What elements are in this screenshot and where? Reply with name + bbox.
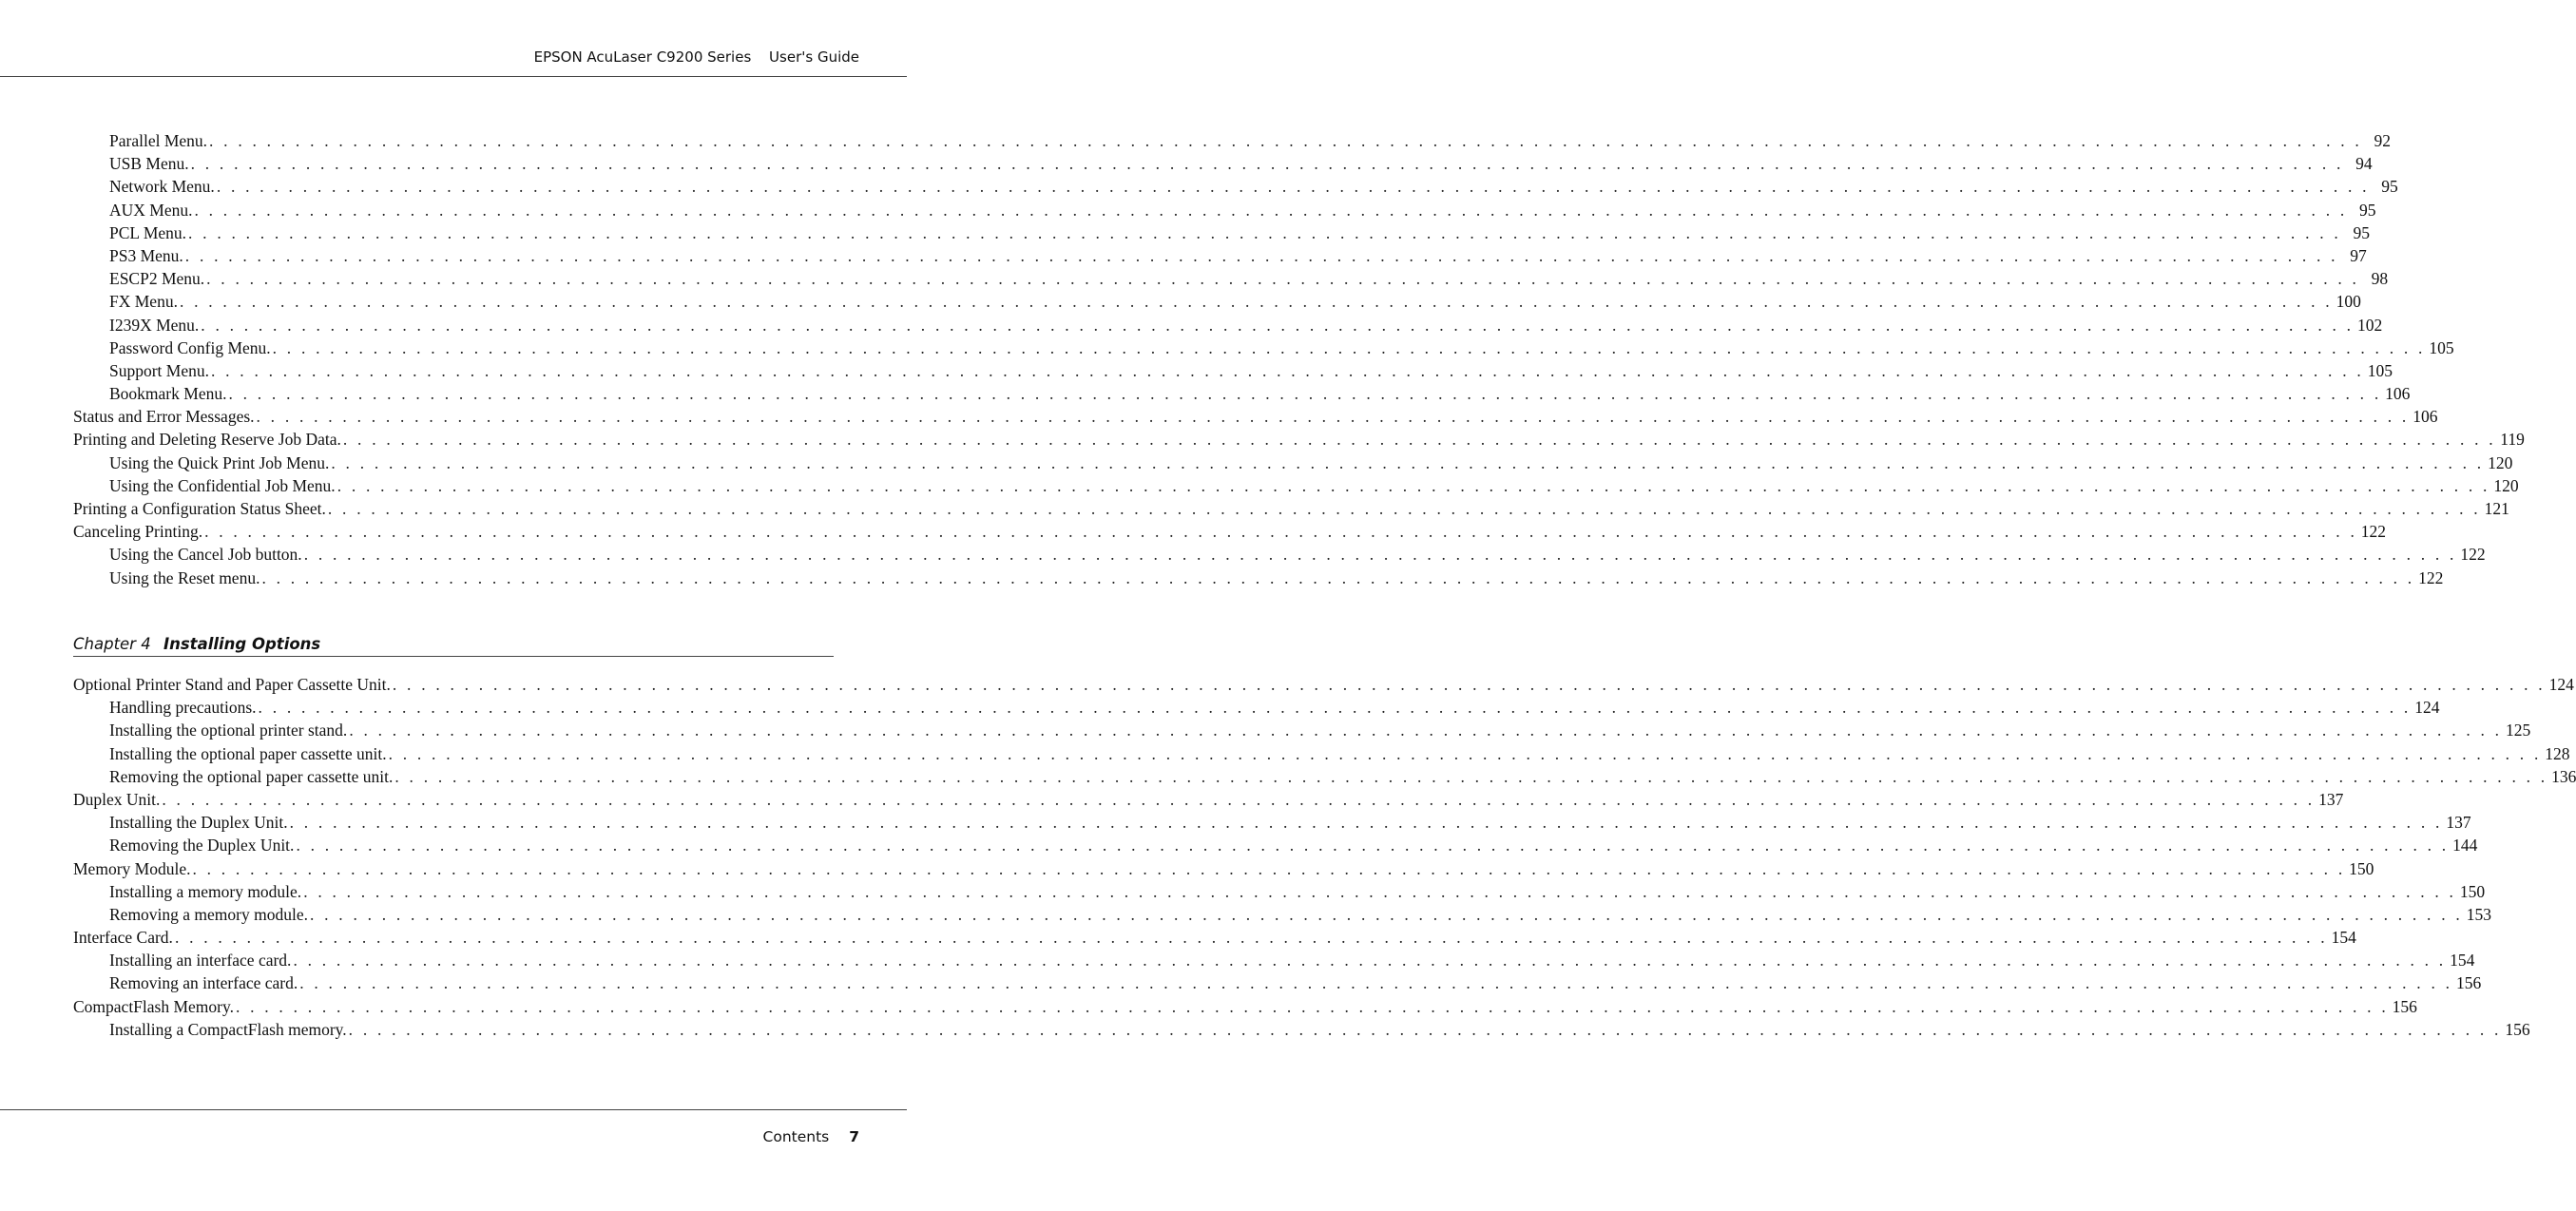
- dot-leader: . . . . . . . . . . . . . . . . . . . . . . . . . . . . . . . . . . . . . . . . . . . . . . . . . . . . . . . . . . . . . . . . . . . . . . . . . . . . . . . . . . . . . . . . . . . . . . . . . . . . . . . . . . . . . . . . . . . . . . . . . . . . . . . . . . . . . . . . . . . . . . . . . . . . . .: [228, 384, 2382, 404]
- toc-entry-title: Installing an interface card.: [109, 951, 292, 971]
- toc-entry-title: Using the Reset menu.: [109, 567, 260, 587]
- dot-leader: . . . . . . . . . . . . . . . . . . . . . . . . . . . . . . . . . . . . . . . . . . . . . . . . . . . . . . . . . . . . . . . . . . . . . . . . . . . . . . . . . . . . . . . . . . . . . . . . . . . . . . . . . . . . . . . . . . . . . . . . . . . . . . . . . . . . . . . . . . . . . . . . . . . . . .: [194, 200, 2348, 220]
- toc-entry-title: Interface Card.: [73, 928, 173, 948]
- toc-entry-title: Network Menu.: [109, 177, 215, 197]
- toc-entry-title: Duplex Unit.: [73, 789, 161, 809]
- toc-entry-title: Handling precautions.: [109, 698, 257, 718]
- toc-entry[interactable]: [73, 949, 2475, 971]
- header-product-name: EPSON AcuLaser C9200 Series: [533, 48, 752, 66]
- toc-entry-page: 156: [2505, 1019, 2530, 1039]
- dot-leader: . . . . . . . . . . . . . . . . . . . . . . . . . . . . . . . . . . . . . . . . . . . . . . . . . . . . . . . . . . . . . . . . . . . . . . . . . . . . . . . . . . . . . . . . . . . . . . . . . . . . . . . . . . . . . . . . . . . . . . . . . . . . . . . . . . . . . . . . . . . . . . . . . . . . . .: [179, 292, 2333, 312]
- toc-entry-title: Removing the Duplex Unit.: [109, 836, 295, 855]
- dot-leader: . . . . . . . . . . . . . . . . . . . . . . . . . . . . . . . . . . . . . . . . . . . . . . . . . . . . . . . . . . . . . . . . . . . . . . . . . . . . . . . . . . . . . . . . . . . . . . . . . . . . . . . . . . . . . . . . . . . . . . . . . . . . . . . . . . . . . . . . . . . . . . . . . . . . . .: [336, 475, 2490, 495]
- toc-entry-title: Canceling Printing.: [73, 522, 203, 542]
- toc-entry-title: Optional Printer Stand and Paper Cassette Unit.: [73, 675, 391, 694]
- toc-entry[interactable]: [73, 290, 2361, 313]
- toc-entry[interactable]: [73, 520, 2387, 543]
- dot-leader: . . . . . . . . . . . . . . . . . . . . . . . . . . . . . . . . . . . . . . . . . . . . . . . . . . . . . . . . . . . . . . . . . . . . . . . . . . . . . . . . . . . . . . . . . . . . . . . . . . . . . . . . . . . . . . . . . . . . . . . . . . . . . . . . . . . . . . . . . . . . . . . . . . . . . .: [211, 360, 2364, 380]
- toc-entry[interactable]: [73, 244, 2367, 267]
- dot-leader: . . . . . . . . . . . . . . . . . . . . . . . . . . . . . . . . . . . . . . . . . . . . . . . . . . . . . . . . . . . . . . . . . . . . . . . . . . . . . . . . . . . . . . . . . . . . . . . . . . . . . . . . . . . . . . . . . . . . . . . . . . . . . . . . . . . . . . . . . . . . . . . . . . . . . .: [394, 766, 2548, 786]
- toc-entry[interactable]: [73, 903, 2491, 926]
- dot-leader: . . . . . . . . . . . . . . . . . . . . . . . . . . . . . . . . . . . . . . . . . . . . . . . . . . . . . . . . . . . . . . . . . . . . . . . . . . . . . . . . . . . . . . . . . . . . . . . . . . . . . . . . . . . . . . . . . . . . . . . . . . . . . . . . . . . . . . . . . . . . . . . . . . . . . .: [388, 743, 2542, 763]
- toc-entry[interactable]: [73, 567, 2444, 589]
- toc-entry-page: 120: [2488, 452, 2513, 472]
- toc-entry-title: Printing and Deleting Reserve Job Data.: [73, 430, 341, 450]
- toc-entry[interactable]: [73, 834, 2478, 856]
- toc-entry-title: Memory Module.: [73, 858, 191, 878]
- toc-entry-page: 150: [2459, 881, 2486, 901]
- toc-entry-page: 122: [2418, 567, 2444, 587]
- toc-entry-page: 154: [2450, 951, 2475, 971]
- dot-leader: . . . . . . . . . . . . . . . . . . . . . . . . . . . . . . . . . . . . . . . . . . . . . . . . . . . . . . . . . . . . . . . . . . . . . . . . . . . . . . . . . . . . . . . . . . . . . . . . . . . . . . . . . . . . . . . . . . . . . . . . . . . . . . . . . . . . . . . . . . . . . . . . . . . . . .: [272, 337, 2426, 357]
- toc-entry-page: 122: [2460, 545, 2486, 565]
- toc-entry-page: 92: [2374, 131, 2391, 150]
- toc-entry-title: Password Config Menu.: [109, 337, 271, 357]
- toc-entry-page: 121: [2484, 499, 2509, 518]
- dot-leader: . . . . . . . . . . . . . . . . . . . . . . . . . . . . . . . . . . . . . . . . . . . . . . . . . . . . . . . . . . . . . . . . . . . . . . . . . . . . . . . . . . . . . . . . . . . . . . . . . . . . . . . . . . . . . . . . . . . . . . . . . . . . . . . . . . . . . . . . . . . . . . . . . . . . . .: [184, 245, 2338, 265]
- toc-entry[interactable]: [73, 543, 2486, 566]
- toc-entry-page: 125: [2506, 721, 2531, 740]
- toc-entry-title: Removing the optional paper cassette unit.: [109, 766, 394, 786]
- toc-entry[interactable]: [73, 880, 2486, 903]
- toc-entry-title: Installing the optional paper cassette unit.: [109, 743, 387, 763]
- dot-leader: . . . . . . . . . . . . . . . . . . . . . . . . . . . . . . . . . . . . . . . . . . . . . . . . . . . . . . . . . . . . . . . . . . . . . . . . . . . . . . . . . . . . . . . . . . . . . . . . . . . . . . . . . . . . . . . . . . . . . . . . . . . . . . . . . . . . . . . . . . . . . . . . . . . . . .: [174, 928, 2328, 948]
- toc-entry[interactable]: [73, 742, 2570, 765]
- toc-entry-title: Status and Error Messages.: [73, 407, 255, 427]
- toc-entry-title: ESCP2 Menu.: [109, 269, 205, 289]
- toc-entry[interactable]: [73, 696, 2440, 719]
- toc-entry-page: 97: [2350, 245, 2367, 265]
- chapter-title: Installing Options: [163, 635, 321, 653]
- toc-entry-page: 153: [2466, 904, 2491, 924]
- dot-leader: . . . . . . . . . . . . . . . . . . . . . . . . . . . . . . . . . . . . . . . . . . . . . . . . . . . . . . . . . . . . . . . . . . . . . . . . . . . . . . . . . . . . . . . . . . . . . . . . . . . . . . . . . . . . . . . . . . . . . . . . . . . . . . . . . . . . . . . . . . . . . . . . . . . . . .: [192, 858, 2346, 878]
- toc-entry-title: Installing a CompactFlash memory.: [109, 1019, 347, 1039]
- toc-entry-title: I239X Menu.: [109, 315, 200, 335]
- toc-entry-title: PCL Menu.: [109, 222, 187, 242]
- toc-entry-page: 95: [2353, 222, 2370, 242]
- toc-entry-title: Printing a Configuration Status Sheet.: [73, 499, 326, 518]
- chapter-heading: [73, 635, 834, 657]
- toc-entry[interactable]: [73, 497, 2509, 520]
- dot-leader: . . . . . . . . . . . . . . . . . . . . . . . . . . . . . . . . . . . . . . . . . . . . . . . . . . . . . . . . . . . . . . . . . . . . . . . . . . . . . . . . . . . . . . . . . . . . . . . . . . . . . . . . . . . . . . . . . . . . . . . . . . . . . . . . . . . . . . . . . . . . . . . . . . . . . .: [235, 996, 2389, 1016]
- dot-leader: . . . . . . . . . . . . . . . . . . . . . . . . . . . . . . . . . . . . . . . . . . . . . . . . . . . . . . . . . . . . . . . . . . . . . . . . . . . . . . . . . . . . . . . . . . . . . . . . . . . . . . . . . . . . . . . . . . . . . . . . . . . . . . . . . . . . . . . . . . . . . . . . . . . . . .: [289, 813, 2443, 833]
- toc-entry-page: 128: [2545, 743, 2570, 763]
- toc-entry-title: PS3 Menu.: [109, 245, 183, 265]
- toc-entry[interactable]: [73, 765, 2576, 788]
- toc-entry-page: 124: [2548, 675, 2574, 694]
- dot-leader: . . . . . . . . . . . . . . . . . . . . . . . . . . . . . . . . . . . . . . . . . . . . . . . . . . . . . . . . . . . . . . . . . . . . . . . . . . . . . . . . . . . . . . . . . . . . . . . . . . . . . . . . . . . . . . . . . . . . . . . . . . . . . . . . . . . . . . . . . . . . . . . . . . . . . .: [190, 154, 2344, 174]
- dot-leader: . . . . . . . . . . . . . . . . . . . . . . . . . . . . . . . . . . . . . . . . . . . . . . . . . . . . . . . . . . . . . . . . . . . . . . . . . . . . . . . . . . . . . . . . . . . . . . . . . . . . . . . . . . . . . . . . . . . . . . . . . . . . . . . . . . . . . . . . . . . . . . . . . . . . . .: [342, 430, 2496, 450]
- toc-entry[interactable]: [73, 995, 2417, 1018]
- dot-leader: . . . . . . . . . . . . . . . . . . . . . . . . . . . . . . . . . . . . . . . . . . . . . . . . . . . . . . . . . . . . . . . . . . . . . . . . . . . . . . . . . . . . . . . . . . . . . . . . . . . . . . . . . . . . . . . . . . . . . . . . . . . . . . . . . . . . . . . . . . . . . . . . . . . . . .: [299, 973, 2453, 993]
- toc-entry-page: 100: [2336, 292, 2361, 312]
- toc-entry-page: 106: [2413, 407, 2438, 427]
- dot-leader: . . . . . . . . . . . . . . . . . . . . . . . . . . . . . . . . . . . . . . . . . . . . . . . . . . . . . . . . . . . . . . . . . . . . . . . . . . . . . . . . . . . . . . . . . . . . . . . . . . . . . . . . . . . . . . . . . . . . . . . . . . . . . . . . . . . . . . . . . . . . . . . . . . . . . .: [209, 131, 2362, 150]
- toc-entry[interactable]: [73, 152, 2373, 175]
- toc-entry-page: 106: [2385, 384, 2411, 404]
- toc-entry-page: 95: [2358, 200, 2376, 220]
- toc-entry[interactable]: [73, 175, 2398, 198]
- toc-entry[interactable]: [73, 314, 2383, 336]
- dot-leader: . . . . . . . . . . . . . . . . . . . . . . . . . . . . . . . . . . . . . . . . . . . . . . . . . . . . . . . . . . . . . . . . . . . . . . . . . . . . . . . . . . . . . . . . . . . . . . . . . . . . . . . . . . . . . . . . . . . . . . . . . . . . . . . . . . . . . . . . . . . . . . . . . . . . . .: [296, 836, 2450, 855]
- toc-entry-page: 120: [2493, 475, 2519, 495]
- toc-entry-page: 136: [2551, 766, 2576, 786]
- toc-entry[interactable]: [73, 811, 2471, 834]
- toc-entry[interactable]: [73, 199, 2376, 221]
- toc-entry[interactable]: [73, 405, 2438, 428]
- toc-entry-page: 137: [2318, 789, 2344, 809]
- footer-section-label: Contents: [762, 1128, 830, 1145]
- toc-entry-title: Installing a memory module.: [109, 881, 302, 901]
- toc-entry[interactable]: [73, 857, 2374, 880]
- running-header: [534, 48, 859, 66]
- toc-entry-title: AUX Menu.: [109, 200, 193, 220]
- dot-leader: . . . . . . . . . . . . . . . . . . . . . . . . . . . . . . . . . . . . . . . . . . . . . . . . . . . . . . . . . . . . . . . . . . . . . . . . . . . . . . . . . . . . . . . . . . . . . . . . . . . . . . . . . . . . . . . . . . . . . . . . . . . . . . . . . . . . . . . . . . . . . . . . . . . . . .: [206, 269, 2360, 289]
- toc-entry-title: FX Menu.: [109, 292, 178, 312]
- dot-leader: . . . . . . . . . . . . . . . . . . . . . . . . . . . . . . . . . . . . . . . . . . . . . . . . . . . . . . . . . . . . . . . . . . . . . . . . . . . . . . . . . . . . . . . . . . . . . . . . . . . . . . . . . . . . . . . . . . . . . . . . . . . . . . . . . . . . . . . . . . . . . . . . . . . . . .: [331, 452, 2485, 472]
- toc-entry[interactable]: [73, 926, 2356, 949]
- toc-entry-title: Installing the Duplex Unit.: [109, 813, 288, 833]
- dot-leader: . . . . . . . . . . . . . . . . . . . . . . . . . . . . . . . . . . . . . . . . . . . . . . . . . . . . . . . . . . . . . . . . . . . . . . . . . . . . . . . . . . . . . . . . . . . . . . . . . . . . . . . . . . . . . . . . . . . . . . . . . . . . . . . . . . . . . . . . . . . . . . . . . . . . . .: [162, 789, 2316, 809]
- toc-entry-title: USB Menu.: [109, 154, 189, 174]
- toc-entry[interactable]: [73, 673, 2574, 696]
- toc-entry-page: 124: [2414, 698, 2440, 718]
- running-footer: [763, 1128, 859, 1145]
- dot-leader: . . . . . . . . . . . . . . . . . . . . . . . . . . . . . . . . . . . . . . . . . . . . . . . . . . . . . . . . . . . . . . . . . . . . . . . . . . . . . . . . . . . . . . . . . . . . . . . . . . . . . . . . . . . . . . . . . . . . . . . . . . . . . . . . . . . . . . . . . . . . . . . . . . . . . .: [261, 567, 2415, 587]
- toc-entry-title: Using the Quick Print Job Menu.: [109, 452, 330, 472]
- footer-rule: [0, 1109, 907, 1110]
- toc-entry-page: 154: [2331, 928, 2356, 948]
- toc-entry[interactable]: [73, 788, 2344, 811]
- toc-entry-page: 105: [2429, 337, 2454, 357]
- toc-entry-page: 144: [2452, 836, 2478, 855]
- toc-entry[interactable]: [73, 359, 2393, 382]
- toc-entry-title: CompactFlash Memory.: [73, 996, 234, 1016]
- footer-page-number: 7: [849, 1128, 859, 1145]
- dot-leader: . . . . . . . . . . . . . . . . . . . . . . . . . . . . . . . . . . . . . . . . . . . . . . . . . . . . . . . . . . . . . . . . . . . . . . . . . . . . . . . . . . . . . . . . . . . . . . . . . . . . . . . . . . . . . . . . . . . . . . . . . . . . . . . . . . . . . . . . . . . . . . . . . . . . . .: [256, 407, 2410, 427]
- toc-entry-page: 122: [2360, 522, 2387, 542]
- dot-leader: . . . . . . . . . . . . . . . . . . . . . . . . . . . . . . . . . . . . . . . . . . . . . . . . . . . . . . . . . . . . . . . . . . . . . . . . . . . . . . . . . . . . . . . . . . . . . . . . . . . . . . . . . . . . . . . . . . . . . . . . . . . . . . . . . . . . . . . . . . . . . . . . . . . . . .: [293, 951, 2447, 971]
- toc-entry-page: 156: [2392, 996, 2417, 1016]
- toc-entry[interactable]: [73, 129, 2391, 152]
- toc-entry-page: 95: [2381, 177, 2398, 197]
- toc-entry-title: Bookmark Menu.: [109, 384, 227, 404]
- toc-entry-page: 119: [2500, 430, 2525, 450]
- toc-entry[interactable]: [73, 474, 2519, 497]
- toc-entry-page: 98: [2371, 269, 2389, 289]
- toc-entry[interactable]: [73, 1018, 2530, 1041]
- dot-leader: . . . . . . . . . . . . . . . . . . . . . . . . . . . . . . . . . . . . . . . . . . . . . . . . . . . . . . . . . . . . . . . . . . . . . . . . . . . . . . . . . . . . . . . . . . . . . . . . . . . . . . . . . . . . . . . . . . . . . . . . . . . . . . . . . . . . . . . . . . . . . . . . . . . . . .: [303, 881, 2457, 901]
- dot-leader: . . . . . . . . . . . . . . . . . . . . . . . . . . . . . . . . . . . . . . . . . . . . . . . . . . . . . . . . . . . . . . . . . . . . . . . . . . . . . . . . . . . . . . . . . . . . . . . . . . . . . . . . . . . . . . . . . . . . . . . . . . . . . . . . . . . . . . . . . . . . . . . . . . . . . .: [310, 904, 2463, 924]
- toc-entry-title: Removing a memory module.: [109, 904, 308, 924]
- toc-entry[interactable]: [73, 267, 2389, 290]
- toc-entry[interactable]: [73, 971, 2482, 994]
- toc-entry-page: 105: [2367, 360, 2393, 380]
- toc-entry-title: Using the Confidential Job Menu.: [109, 475, 336, 495]
- toc-entry[interactable]: [73, 452, 2513, 474]
- toc-entry[interactable]: [73, 428, 2525, 451]
- dot-leader: . . . . . . . . . . . . . . . . . . . . . . . . . . . . . . . . . . . . . . . . . . . . . . . . . . . . . . . . . . . . . . . . . . . . . . . . . . . . . . . . . . . . . . . . . . . . . . . . . . . . . . . . . . . . . . . . . . . . . . . . . . . . . . . . . . . . . . . . . . . . . . . . . . . . . .: [349, 721, 2503, 740]
- toc-entry-page: 156: [2455, 973, 2482, 993]
- toc-list-menus: [73, 129, 2525, 589]
- toc-entry-title: Removing an interface card.: [109, 973, 298, 993]
- toc-entry-title: Parallel Menu.: [109, 131, 208, 150]
- dot-leader: . . . . . . . . . . . . . . . . . . . . . . . . . . . . . . . . . . . . . . . . . . . . . . . . . . . . . . . . . . . . . . . . . . . . . . . . . . . . . . . . . . . . . . . . . . . . . . . . . . . . . . . . . . . . . . . . . . . . . . . . . . . . . . . . . . . . . . . . . . . . . . . . . . . . . .: [392, 675, 2546, 694]
- toc-entry-page: 94: [2355, 154, 2373, 174]
- dot-leader: . . . . . . . . . . . . . . . . . . . . . . . . . . . . . . . . . . . . . . . . . . . . . . . . . . . . . . . . . . . . . . . . . . . . . . . . . . . . . . . . . . . . . . . . . . . . . . . . . . . . . . . . . . . . . . . . . . . . . . . . . . . . . . . . . . . . . . . . . . . . . . . . . . . . . .: [188, 222, 2341, 242]
- chapter-label: Chapter 4: [73, 635, 151, 653]
- toc-entry-title: Using the Cancel Job button.: [109, 545, 302, 565]
- toc-entry-page: 150: [2349, 858, 2374, 878]
- toc-entry[interactable]: [73, 382, 2411, 405]
- toc-entry-page: 102: [2356, 315, 2383, 335]
- dot-leader: . . . . . . . . . . . . . . . . . . . . . . . . . . . . . . . . . . . . . . . . . . . . . . . . . . . . . . . . . . . . . . . . . . . . . . . . . . . . . . . . . . . . . . . . . . . . . . . . . . . . . . . . . . . . . . . . . . . . . . . . . . . . . . . . . . . . . . . . . . . . . . . . . . . . . .: [327, 499, 2481, 518]
- toc-entry-title: Support Menu.: [109, 360, 209, 380]
- toc-entry-page: 137: [2446, 813, 2471, 833]
- dot-leader: . . . . . . . . . . . . . . . . . . . . . . . . . . . . . . . . . . . . . . . . . . . . . . . . . . . . . . . . . . . . . . . . . . . . . . . . . . . . . . . . . . . . . . . . . . . . . . . . . . . . . . . . . . . . . . . . . . . . . . . . . . . . . . . . . . . . . . . . . . . . . . . . . . . . . .: [201, 315, 2355, 335]
- header-rule: [0, 76, 907, 77]
- toc-entry[interactable]: [73, 336, 2454, 359]
- dot-leader: . . . . . . . . . . . . . . . . . . . . . . . . . . . . . . . . . . . . . . . . . . . . . . . . . . . . . . . . . . . . . . . . . . . . . . . . . . . . . . . . . . . . . . . . . . . . . . . . . . . . . . . . . . . . . . . . . . . . . . . . . . . . . . . . . . . . . . . . . . . . . . . . . . . . . .: [258, 698, 2412, 718]
- header-guide-name: User's Guide: [769, 48, 859, 66]
- toc-list-installing-options: [73, 673, 2576, 1041]
- dot-leader: . . . . . . . . . . . . . . . . . . . . . . . . . . . . . . . . . . . . . . . . . . . . . . . . . . . . . . . . . . . . . . . . . . . . . . . . . . . . . . . . . . . . . . . . . . . . . . . . . . . . . . . . . . . . . . . . . . . . . . . . . . . . . . . . . . . . . . . . . . . . . . . . . . . . . .: [303, 545, 2457, 565]
- dot-leader: . . . . . . . . . . . . . . . . . . . . . . . . . . . . . . . . . . . . . . . . . . . . . . . . . . . . . . . . . . . . . . . . . . . . . . . . . . . . . . . . . . . . . . . . . . . . . . . . . . . . . . . . . . . . . . . . . . . . . . . . . . . . . . . . . . . . . . . . . . . . . . . . . . . . . .: [348, 1019, 2502, 1039]
- toc-entry[interactable]: [73, 221, 2370, 244]
- dot-leader: . . . . . . . . . . . . . . . . . . . . . . . . . . . . . . . . . . . . . . . . . . . . . . . . . . . . . . . . . . . . . . . . . . . . . . . . . . . . . . . . . . . . . . . . . . . . . . . . . . . . . . . . . . . . . . . . . . . . . . . . . . . . . . . . . . . . . . . . . . . . . . . . . . . . . .: [216, 177, 2370, 197]
- toc-entry[interactable]: [73, 719, 2531, 741]
- dot-leader: . . . . . . . . . . . . . . . . . . . . . . . . . . . . . . . . . . . . . . . . . . . . . . . . . . . . . . . . . . . . . . . . . . . . . . . . . . . . . . . . . . . . . . . . . . . . . . . . . . . . . . . . . . . . . . . . . . . . . . . . . . . . . . . . . . . . . . . . . . . . . . . . . . . . . .: [204, 522, 2358, 542]
- toc-entry-title: Installing the optional printer stand.: [109, 721, 348, 740]
